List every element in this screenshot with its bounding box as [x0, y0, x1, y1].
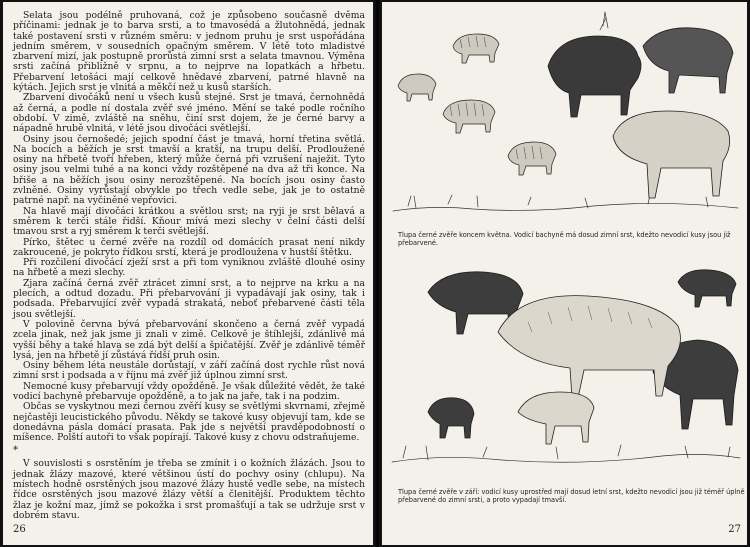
paragraph: Při rozčilení divočácí zježí srst a při tom vyniknou zvláště dlouhé osiny na hřbetě a mezi slechy. — [13, 257, 365, 279]
figure-caption: Tlupa černé zvěře v září: vodicí kusy uprostřed mají dosud letní srst, kdežto nevodicí jsou již téměř úplně přebarvené do zimní srsti, a proto vypadají tmavší. — [398, 488, 745, 504]
section-separator: * — [13, 445, 18, 457]
paragraph: Nemocné kusy přebarvují vždy opožděně. Je však důležité vědět, že také vodicí bachyně přebarvuje opožděně, a to jak na jaře, tak i na podzim. — [13, 380, 365, 402]
paragraph: V polovině června bývá přebarvování skončeno a černá zvěř vypadá zcela jinak, než jak jsme ji znali v zimě. Celkově je štíhlejší, zdánlivě má vyšší běhy a také hlava se zdá být delší a špičatější. Zvěř je zdánlivě téměř lysá, jen na hřbetě jí zůstává řídší pruh osin. — [13, 318, 365, 361]
paragraph: Na hlavě mají divočáci krátkou a světlou srst; na ryji je srst bělavá a směrem k terči stále řidší. Kňour mívá mezi slechy v čelní části delší tmavou srst a ryj směrem k terči světlejší. — [13, 205, 365, 238]
figure-caption: Tlupa černé zvěře koncem května. Vodicí bachyně má dosud zimní srst, kdežto nevodicí kusy jsou již přebarvené. — [398, 231, 731, 247]
paragraph: Zbarvení divočáků není u všech kusů stejné. Srst je tmavá, černohnědá až černá, a podle ní dostala zvěř své jméno. Mění se také podle ročního období. V zimě, zvláště na sněhu, činí srst dojem, že je černé barvy a nápadně hrubě vlnitá, v létě jsou divočáci světlejší. — [13, 92, 365, 135]
paragraph: Pírko, štětec u černé zvěře na rozdíl od domácích prasat není nikdy zakroucené, je pokryto řídkou srstí, která je prodloužena v hustší štětku. — [13, 236, 365, 258]
right-page — [382, 2, 747, 545]
book-gutter — [373, 0, 382, 547]
wild-boar-illustration-september — [388, 252, 743, 480]
page-number: 27 — [728, 524, 741, 535]
paragraph: Osiny jsou černošedé; jejich spodní část je tmavá, horní třetina světlá. Na bocích a běžích je srst tmavší a kratší, na trupu delší. Prodloužené osiny na hřbetě tvoří hřeben, který může černá při vzrušení naježit. Tyto osiny jsou velmi tuhé a na konci vždy rozštěpené na dva až tři konce. Na břiše a na běžích jsou osiny nerozštěpené. Na bocích jsou osiny často zvlněné. Osiny vyrůstají obvykle po třech vedle sebe, jak je to ostatně patrné např. na vyčiněné vepřovici. — [13, 133, 365, 207]
wild-boar-illustration-may — [388, 6, 743, 226]
paragraph: Selata jsou podélně pruhovaná, což je způsobeno současně dvěma příčinami: jednak je to barva srsti, a to tmavosédá a žlutohnědá, jednak také postavení srsti v různém směru: v jednom pruhu je srst uspořádána jedním směrem, v sousedních opačným směrem. V létě toto mladistvé zbarvení mizí, jak postupně prorůstá zimní srst a selata tmavnou. Výměna srsti začíná přibližně v srpnu, a to nejprve na lopatkách a hřbetu. Přebarvení letošáci mají celkově hnědavé zbarvení, patrné hlavně na kýtách. Jejich srst je vlnitá a měkčí než u kusů starších. — [13, 10, 365, 94]
page-number: 26 — [13, 524, 26, 535]
left-page — [3, 2, 373, 545]
paragraph: Občas se vyskytnou mezi černou zvěří kusy se světlými skvrnami, zřejmě nejčastěji leucistického původu. Někdy se takové kusy objevují tam, kde se donedávna pásla domácí prasata. Pak jde s největší pravděpodobností o míšence. Polští autoři to však popírají. Takové kusy z chovu odstraňujeme. — [13, 401, 365, 444]
paragraph: V souvislosti s osrstěním je třeba se zmínit i o kožních žlázách. Jsou to jednak žlázy mazové, které většinou ústí do pochvy osiny (chlupu). Na místech hodně osrstěných jsou mazové žlázy hustě vedle sebe, na místech řídce osrstěných jsou mazové žlázy větší a členitější. Produktem těchto žlaz je kožní maz, jímž se pokožka i srst promašťují a tak se udržuje srst v dobrém stavu. — [13, 458, 365, 521]
body-text — [13, 11, 365, 521]
paragraph: Zjara začíná černá zvěř ztrácet zimní srst, a to nejprve na krku a na plecích, a odtud dozadu. Při přebarvování ji vypadávají jak osiny, tak i podsada. Přebarvující zvěř vypadá strakatá, neboť přebarvené části těla jsou světlejší. — [13, 277, 365, 320]
paragraph: Osiny během léta neustále dorůstají, v září začíná dost rychle růst nová zimní srst i podsada a v říjnu má zvěř již úplnou zimní srst. — [13, 360, 365, 382]
